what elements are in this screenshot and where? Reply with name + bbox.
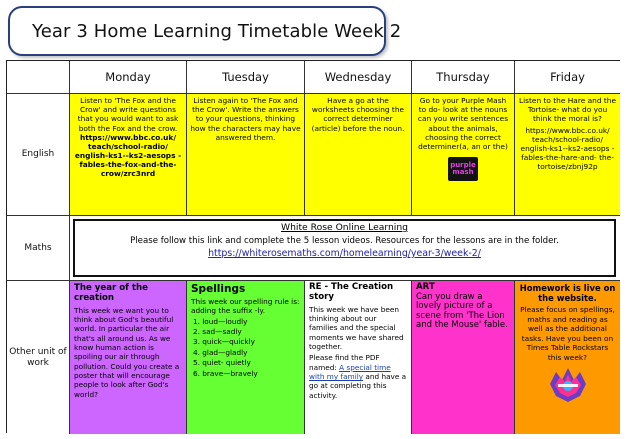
spelling-item: 6. brave—bravely (193, 368, 258, 378)
page-title: Year 3 Home Learning Timetable Week 2 (32, 20, 402, 42)
english-tuesday (187, 94, 305, 216)
re-text: This week we have been thinking about our families and the special moments we have shared together. (309, 304, 404, 352)
day-header-friday: Friday (515, 61, 620, 94)
re-text2 (309, 353, 407, 400)
spelling-item: 3. quick—quickly (193, 337, 255, 347)
maths-title: White Rose Online Learning (280, 222, 409, 233)
maths-link[interactable]: https://whiterosemaths.com/homelearning/year-3/week-2/ (208, 247, 481, 259)
re-text2-before: Please find the PDF named: (309, 353, 380, 372)
english-friday (515, 94, 620, 216)
spelling-item: 4. glad—gladly (193, 347, 248, 357)
homework-title: Homework is live on the website. (519, 283, 616, 304)
spellings-intro: This week our spelling rule is: adding the suffix -ly. (191, 297, 300, 316)
other-tuesday (187, 281, 305, 434)
times-table-rockstars-logo-icon[interactable] (546, 366, 590, 404)
other-monday-text: This week we want you to think about God's beautiful world. In particular the air that's all around us. As we know human action is spoiling our air through pollution. Could you create a poster that will encourage people to look after God's world? (74, 305, 180, 399)
spelling-item: 5. quiet- quietly (193, 358, 251, 368)
other-wednesday (305, 281, 412, 434)
maths-box (73, 219, 616, 277)
english-monday-text: Listen to 'The Fox and the Crow' and write questions that you would want to ask both the Fox and the crow. (77, 96, 179, 133)
spellings-title: Spellings (191, 283, 246, 295)
purple-mash-logo-word2: mash (452, 168, 474, 177)
purple-mash-logo-word1: purple (450, 161, 476, 170)
other-monday-title: The year of the creation (74, 283, 148, 303)
maths-text: Please follow this link and complete the 5 lesson videos. Resources for the lessons are in the folder. (130, 235, 559, 246)
other-thursday (412, 281, 515, 434)
corner-cell (7, 61, 70, 94)
timetable-grid (6, 60, 620, 433)
english-friday-text: Listen to the Hare and the Tortoise- what do you think the moral is? (519, 96, 616, 124)
day-header-tuesday: Tuesday (187, 61, 305, 94)
spelling-item: 2. sad—sadly (193, 327, 242, 337)
english-monday (70, 94, 187, 216)
spellings-list (191, 317, 300, 379)
art-title: ART (416, 282, 435, 292)
english-monday-link[interactable]: https://www.bbc.co.uk/ teach/school-radio/ english-ks1--ks2-aesops -fables-the-fox-and-the- crow/zrc3nrd (74, 132, 182, 179)
spelling-item: 1. loud—loudly (193, 316, 248, 326)
purple-mash-logo-icon[interactable] (448, 157, 478, 181)
english-thursday (412, 94, 515, 216)
other-monday (70, 281, 187, 434)
english-friday-link[interactable]: https://www.bbc.co.uk/ teach/school-radio/ english-ks1--ks2-aesops -fables-the-hare-and- the-tortoise/zbnj92p (520, 125, 615, 172)
row-label-maths: Maths (7, 216, 70, 281)
row-label-other: Other unit of work (7, 281, 70, 434)
row-label-english: English (7, 94, 70, 216)
day-header-wednesday: Wednesday (305, 61, 412, 94)
day-header-monday: Monday (70, 61, 187, 94)
title-box (8, 6, 402, 56)
english-tuesday-text: Listen again to 'The Fox and the Crow'. Write the answers to your questions, thinking how the characters may have answered them. (190, 96, 301, 142)
art-text: Can you draw a lovely picture of a scene from 'The Lion and the Mouse' fable. (416, 291, 508, 330)
maths-row (70, 216, 620, 281)
english-thursday-text: Go to your Purple Mash to do- look at the nouns can you write sentences about the animals, choosing the correct determiner(a, an or the) (417, 96, 509, 151)
english-wednesday (305, 94, 412, 216)
other-friday (515, 281, 620, 434)
re-text2-after: and have a go at completing this activity. (309, 372, 407, 400)
day-header-thursday: Thursday (412, 61, 515, 94)
re-title: RE - The Creation story (309, 282, 394, 302)
english-wednesday-text: Have a go at the worksheets choosing the correct determiner (article) before the noun. (311, 96, 405, 133)
homework-text: Please focus on spellings, maths and reading as well as the additional tasks. Have you been on Times Table Rockstars this week? (520, 305, 615, 362)
re-pdf-link[interactable]: A special time with my family (309, 362, 391, 382)
